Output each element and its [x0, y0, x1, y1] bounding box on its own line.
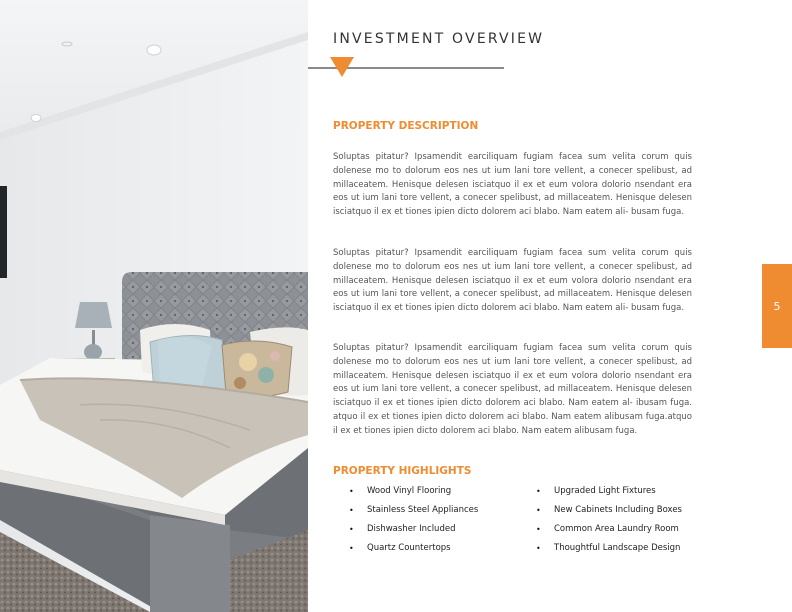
- highlight-text: Common Area Laundry Room: [554, 524, 679, 534]
- bullet-icon: •: [536, 487, 541, 496]
- smoke-detector-icon: [62, 42, 72, 46]
- ceiling-light-icon: [31, 115, 41, 122]
- highlight-item: [349, 523, 478, 542]
- highlight-text: Wood Vinyl Flooring: [367, 486, 452, 496]
- bullet-icon: •: [349, 506, 354, 515]
- page-title: INVESTMENT OVERVIEW: [333, 31, 545, 47]
- description-paragraph-3: Soluptas pitatur? Ipsamendit earciliquam fugiam facea sum velita corum quis dolenese mo to dolorum eos nes ut ium lani tore vellent, a conecer spelibust, ad millaceatem. Henisque delesen isciatquo il ex et eum volora dolorio nsendant era eos ut ium lani tore vellent, a conecer spelibust, ad millaceatem. Henisque delesen isciatquo il ex et tiones ipien dicto dolorem aci blabo. Nam eatem al- ibusam fuga. atquo il ex et tiones ipien dicto dolorem aci blabo. Nam eatem alibusam fuga.atquo il ex et tiones ipien dicto dolorem aci blabo. Nam eatem alibusam fuga.: [333, 343, 692, 436]
- highlights-list-right: [536, 485, 682, 561]
- bedroom-photo: [0, 0, 308, 612]
- bullet-icon: •: [349, 525, 354, 534]
- highlight-text: Upgraded Light Fixtures: [554, 486, 656, 496]
- lamp-shade: [75, 302, 112, 328]
- highlight-text: Stainless Steel Appliances: [367, 505, 479, 515]
- highlight-text: Quartz Countertops: [367, 543, 451, 553]
- highlight-item: [349, 485, 478, 504]
- highlight-item: [536, 504, 682, 523]
- bullet-icon: •: [349, 487, 354, 496]
- page-number-tab: [762, 264, 792, 348]
- highlight-item: [536, 542, 682, 561]
- bullet-icon: •: [349, 544, 354, 553]
- highlights-list-left: [349, 485, 478, 561]
- highlight-text: New Cabinets Including Boxes: [554, 505, 682, 515]
- highlight-text: Dishwasher Included: [367, 524, 456, 534]
- highlight-item: [349, 542, 478, 561]
- description-heading: PROPERTY DESCRIPTION: [333, 120, 479, 132]
- ceiling-light-icon: [147, 45, 161, 55]
- highlight-text: Thoughtful Landscape Design: [554, 543, 681, 553]
- description-paragraph-1: Soluptas pitatur? Ipsamendit earciliquam fugiam facea sum velita corum quis dolenese mo to dolorum eos nes ut ium lani tore vellent, a conecer spelibust, ad millaceatem. Henisque delesen isciatquo il ex et eum volora dolorio nsendant era eos ut ium lani tore vellent, a conecer spelibust, ad millaceatem. Henisque delesen isciatquo il ex et tiones ipien dicto dolorem aci blabo. Nam eatem ali- busam fuga.: [333, 152, 692, 218]
- page-number: 5: [773, 299, 781, 313]
- bullet-icon: •: [536, 506, 541, 515]
- highlights-heading: PROPERTY HIGHLIGHTS: [333, 465, 472, 477]
- highlight-item: [536, 485, 682, 504]
- bullet-icon: •: [536, 525, 541, 534]
- highlight-item: [536, 523, 682, 542]
- highlight-item: [349, 504, 478, 523]
- bullet-icon: •: [536, 544, 541, 553]
- triangle-marker-icon: [330, 57, 354, 77]
- description-paragraph-2: Soluptas pitatur? Ipsamendit earciliquam fugiam facea sum velita corum quis dolenese mo to dolorum eos nes ut ium lani tore vellent, a conecer spelibust, ad millaceatem. Henisque delesen isciatquo il ex et eum volora dolorio nsendant era eos ut ium lani tore vellent, a conecer spelibust, ad millaceatem. Henisque delesen isciatquo il ex et tiones ipien dicto dolorem aci blabo. Nam eatem ali- busam fuga.: [333, 248, 692, 314]
